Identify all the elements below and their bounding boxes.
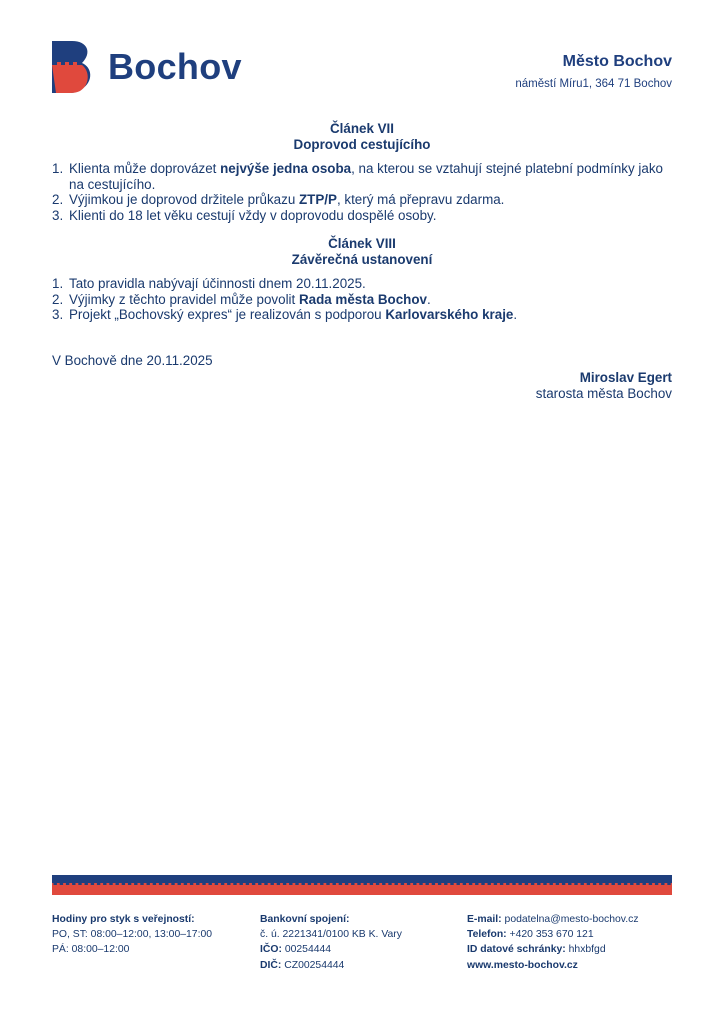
footer-dic-value: CZ00254444 [284,959,345,971]
footer-bank [260,912,402,973]
footer-hours [52,912,212,958]
signer-role: starosta města Bochov [535,385,672,401]
article-items [52,276,672,323]
footer-hours-line1: PO, ST: 08:00–12:00, 13:00–17:00 [52,929,213,941]
city-name: Město Bochov [562,53,672,70]
item-number: 3. [52,207,64,223]
decorative-stripe [52,875,672,895]
item-text-bold: ZTP/P [299,192,337,207]
item-number: 3. [52,307,64,322]
item-text: Klienta může doprovázet [69,161,221,176]
footer-hours-title: Hodiny pro styk s veřejností: [52,914,195,925]
item-text: , který má přepravu zdarma. [336,192,505,207]
footer-hours-line2: PÁ: 08:00–12:00 [52,944,130,956]
item-text: . [513,307,518,322]
list-item [52,161,672,192]
footer-phone-label: Telefon: [467,929,507,941]
item-number: 2. [52,192,64,207]
item-text: Výjimky z těchto pravidel může povolit [69,291,299,307]
list-item [52,292,672,308]
list-item [52,276,672,292]
item-text-bold: Rada města Bochov [298,291,427,307]
item-text-bold: Karlovarského kraje [385,307,514,322]
footer-bank-title: Bankovní spojení: [260,914,350,925]
item-text: . [426,291,431,307]
header-address-block [515,52,672,92]
footer-databox-value: hhxbfgd [568,944,606,956]
item-text: Tato pravidla nabývají účinnosti dnem 20.11.2025. [69,276,366,291]
item-number: 2. [52,291,64,307]
item-text: , na kterou se vztahují stejné platební podmínky jako na cestujícího. [69,161,663,192]
item-text: Výjimkou je doprovod držitele průkazu [69,192,299,207]
list-item [52,208,672,224]
signer-block [536,370,672,401]
footer-ico-value: 00254444 [284,944,332,956]
article-title: Závěrečná ustanovení [291,251,433,267]
footer-databox-label: ID datové schránky: [467,944,566,956]
item-number: 1. [52,161,64,176]
item-text-bold: nejvýše jedna osoba [220,161,352,176]
footer-bank-account: č. ú. 2221341/0100 KB K. Vary [260,929,402,941]
item-number: 1. [52,276,64,291]
article-number: Článek VIII [328,236,396,251]
logo-mark-icon [52,41,90,93]
footer-contact [467,912,639,973]
footer-ico-label: IČO: [260,944,282,956]
signer-name: Miroslav Egert [579,370,672,385]
list-item [52,192,672,208]
article-vii [52,121,672,223]
footer-web-link[interactable]: www.mesto-bochov.cz [467,959,578,971]
article-title: Doprovod cestujícího [293,136,431,152]
footer-phone-value: +420 353 670 121 [509,929,594,941]
article-viii [52,236,672,323]
article-number: Článek VII [329,121,394,136]
logo-wordmark: Bochov [108,46,242,87]
article-items [52,161,672,223]
list-item [52,307,672,323]
footer-email-link[interactable]: podatelna@mesto-bochov.cz [504,914,639,925]
footer-dic-label: DIČ: [260,959,282,971]
item-text: Projekt „Bochovský expres“ je realizován s podporou [69,307,386,322]
place-and-date: V Bochově dne 20.11.2025 [52,353,213,368]
city-address: náměstí Míru1, 364 71 Bochov [515,78,672,90]
footer-email-label: E-mail: [467,914,502,925]
item-text: Klienti do 18 let věku cestují vždy v doprovodu dospělé osoby. [69,207,437,223]
